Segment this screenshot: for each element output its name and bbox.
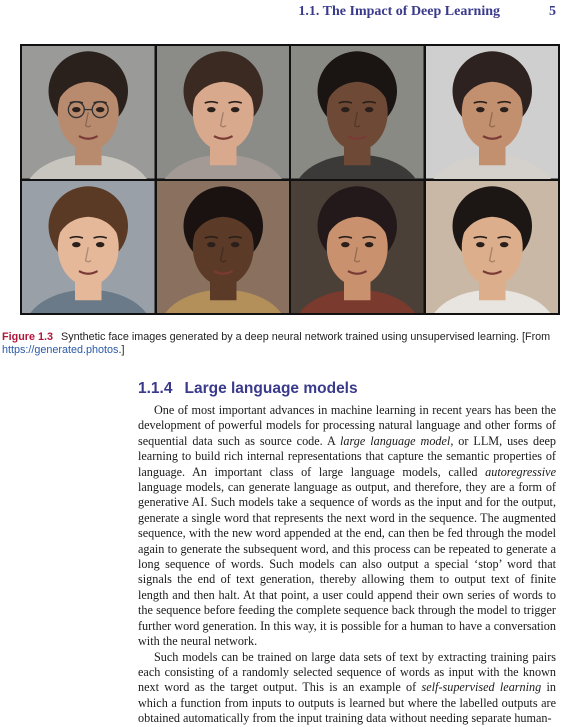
- caption-link[interactable]: https://generated.photos: [2, 344, 119, 356]
- section-heading: [138, 380, 358, 398]
- face-image: [291, 181, 424, 314]
- text-run: , or LLM, uses deep learning to build rich internal representations that capture the semantic properties of language. An important class of large language models, called: [138, 433, 556, 479]
- face-image: [426, 181, 559, 314]
- figure-caption: [2, 331, 558, 357]
- running-head-title: 1.1. The Impact of Deep Learning: [298, 4, 500, 19]
- figure-face-grid: [20, 44, 560, 315]
- face-image: [22, 46, 155, 179]
- figure-label: Figure 1.3: [2, 331, 54, 343]
- text-run: Such models can be trained on large data sets of text by extracting training pairs each consisting of a randomly selected sequence of words as input with the known next word as the target output. This is an example of: [138, 649, 556, 695]
- body-paragraph: [138, 650, 556, 727]
- caption-text: Synthetic face images generated by a deep neural network trained using unsupervised learning. [From: [61, 331, 551, 343]
- emphasized-term: autoregressive: [485, 464, 556, 479]
- section-number: 1.1.4: [138, 380, 173, 397]
- section-title: Large language models: [184, 380, 358, 397]
- face-image: [291, 46, 424, 179]
- page-number: 5: [549, 4, 556, 19]
- body-text: [138, 403, 556, 727]
- face-image: [426, 46, 559, 179]
- text-run: in which a function from inputs to outputs is learned but where the labelled outputs are obtained automatically from the input training data without needing separate human-: [138, 680, 556, 726]
- body-paragraph: [138, 403, 556, 650]
- emphasized-term: large language model: [340, 433, 451, 448]
- running-head: [0, 4, 568, 24]
- face-image: [157, 181, 290, 314]
- emphasized-term: self-supervised learning: [421, 680, 542, 695]
- face-image: [22, 181, 155, 314]
- caption-suffix: .]: [118, 344, 125, 356]
- text-run: One of most important advances in machine learning in recent years has been the development of powerful models for processing natural language and other forms of sequential data such as source code. A: [138, 403, 556, 448]
- face-image: [157, 46, 290, 179]
- text-run: language models, can generate language as output, and therefore, they are a form of generative AI. Such models take a sequence of words as the input and for the output, generate a single word that represents the next word in the sequence. The augmented sequence, with the new word appended at the end, can then be fed through the model again to generate the subsequent word, and this process can be repeated to generate a long sequence of words. Such models can also output a special ‘stop’ word that signals the end of text generation, thereby allowing them to output text of finite length and then halt. At that point, a user could append their own series of words to the sequence before feeding the complete sequence back through the model to trigger further word generation. In this way, it is possible for a human to have a conversation with the neural network.: [138, 480, 556, 649]
